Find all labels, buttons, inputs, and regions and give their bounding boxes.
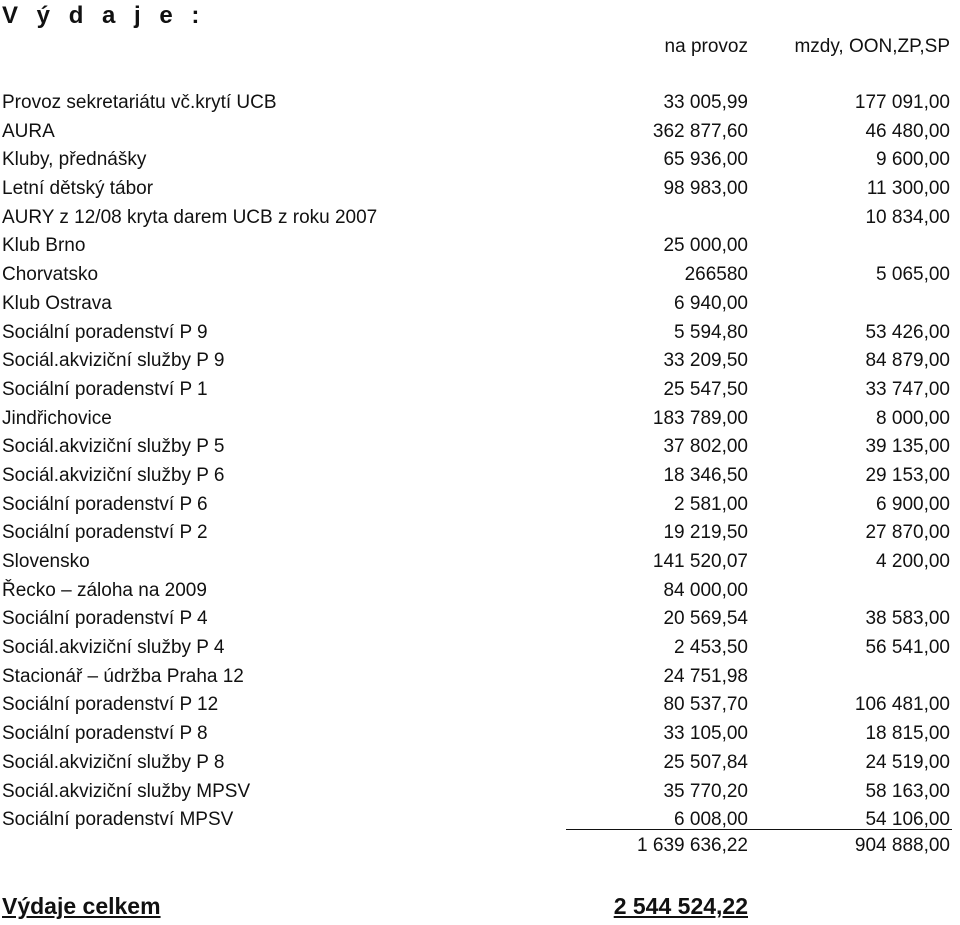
row-value-provoz: 6 940,00 (674, 292, 748, 314)
row-value-provoz: 183 789,00 (652, 407, 748, 429)
row-value-provoz: 84 000,00 (663, 579, 748, 601)
row-value-mzdy: 4 200,00 (876, 551, 950, 572)
table-row (0, 376, 960, 405)
row-value-mzdy: 38 583,00 (865, 608, 950, 630)
row-label: Sociální poradenství MPSV (2, 809, 234, 831)
row-label: Řecko – záloha na 2009 (2, 579, 207, 601)
row-value-provoz: 362 877,60 (652, 120, 748, 142)
row-value-provoz: 25 507,84 (663, 751, 748, 773)
row-label: Chorvatsko (2, 264, 99, 286)
row-value-provoz: 35 770,20 (663, 780, 748, 802)
table-row (0, 290, 960, 319)
table-row (0, 605, 960, 634)
row-label: Sociál.akviziční služby MPSV (2, 780, 251, 802)
row-value-mzdy: 54 106,00 (865, 809, 950, 831)
row-label: Sociální poradenství P 9 (2, 321, 208, 343)
column-header-provoz: na provoz (664, 36, 748, 57)
table-row (0, 89, 960, 118)
row-label: AURA (2, 120, 55, 142)
row-value-mzdy: 46 480,00 (865, 120, 950, 142)
row-label: Sociál.akviziční služby P 9 (2, 350, 225, 372)
row-value-mzdy: 177 091,00 (854, 92, 950, 113)
row-value-provoz: 98 983,00 (663, 178, 748, 200)
table-row (0, 146, 960, 175)
row-value-mzdy: 27 870,00 (865, 522, 950, 544)
table-row (0, 491, 960, 520)
row-label: Sociální poradenství P 4 (2, 608, 208, 630)
table-row (0, 405, 960, 434)
row-label: Sociální poradenství P 8 (2, 723, 208, 745)
table-row (0, 433, 960, 462)
row-value-provoz: 2 581,00 (674, 493, 748, 515)
row-value-provoz: 25 000,00 (663, 235, 748, 257)
row-label: Jindřichovice (2, 407, 112, 429)
table-row (0, 204, 960, 233)
row-label: Provoz sekretariátu vč.krytí UCB (2, 92, 277, 113)
row-value-mzdy: 58 163,00 (865, 780, 950, 802)
row-label: Sociál.akviziční služby P 5 (2, 436, 225, 458)
table-row (0, 232, 960, 261)
table-row (0, 778, 960, 807)
row-value-mzdy: 10 834,00 (865, 206, 950, 228)
table-row (0, 319, 960, 348)
row-label: Klub Ostrava (2, 292, 112, 314)
table-row (0, 347, 960, 376)
subtotal-divider (566, 829, 952, 830)
row-value-mzdy: 29 153,00 (865, 464, 950, 486)
row-value-provoz: 24 751,98 (663, 665, 748, 687)
section-heading: V ý d a j e : (2, 2, 206, 29)
row-value-mzdy: 33 747,00 (865, 378, 950, 400)
subtotal-mzdy: 904 888,00 (854, 835, 950, 856)
row-value-provoz: 33 209,50 (663, 350, 748, 372)
table-row (0, 720, 960, 749)
row-label: Sociál.akviziční služby P 6 (2, 464, 225, 486)
row-label: Klub Brno (2, 235, 86, 257)
table-row (0, 261, 960, 290)
expense-table (0, 89, 960, 835)
row-label: Stacionář – údržba Praha 12 (2, 665, 244, 687)
row-label: Slovensko (2, 551, 90, 572)
table-row (0, 691, 960, 720)
row-value-mzdy: 9 600,00 (876, 149, 950, 171)
row-value-provoz: 80 537,70 (663, 694, 748, 716)
row-label: Sociální poradenství P 2 (2, 522, 208, 544)
row-label: Letní dětský tábor (2, 178, 154, 200)
row-value-provoz: 65 936,00 (663, 149, 748, 171)
row-value-provoz: 20 569,54 (663, 608, 748, 630)
row-label: Sociální poradenství P 6 (2, 493, 208, 515)
table-row (0, 577, 960, 606)
row-label: Sociál.akviziční služby P 4 (2, 637, 225, 659)
table-row (0, 806, 960, 835)
row-value-provoz: 25 547,50 (663, 378, 748, 400)
row-label: AURY z 12/08 kryta darem UCB z roku 2007 (2, 206, 378, 228)
row-value-mzdy: 84 879,00 (865, 350, 950, 372)
row-value-mzdy: 5 065,00 (876, 264, 950, 286)
row-value-provoz: 266580 (684, 264, 748, 286)
table-row (0, 462, 960, 491)
row-label: Kluby, přednášky (2, 149, 147, 171)
row-value-provoz: 6 008,00 (674, 809, 748, 831)
table-row (0, 663, 960, 692)
table-row (0, 519, 960, 548)
row-value-mzdy: 56 541,00 (865, 637, 950, 659)
row-value-mzdy: 24 519,00 (865, 751, 950, 773)
table-row (0, 175, 960, 204)
row-label: Sociální poradenství P 1 (2, 378, 208, 400)
row-value-provoz: 141 520,07 (652, 551, 748, 572)
row-value-provoz: 18 346,50 (663, 464, 748, 486)
subtotal-provoz: 1 639 636,22 (637, 835, 748, 856)
row-value-provoz: 19 219,50 (663, 522, 748, 544)
table-row (0, 118, 960, 147)
grand-total-value: 2 544 524,22 (613, 893, 748, 919)
table-row (0, 749, 960, 778)
row-value-provoz: 33 105,00 (663, 723, 748, 745)
row-value-mzdy: 39 135,00 (865, 436, 950, 458)
row-value-provoz: 37 802,00 (663, 436, 748, 458)
row-value-mzdy: 11 300,00 (866, 178, 950, 200)
row-value-mzdy: 6 900,00 (876, 493, 950, 515)
grand-total-label: Výdaje celkem (2, 893, 161, 919)
row-value-mzdy: 18 815,00 (865, 723, 950, 745)
row-value-provoz: 2 453,50 (674, 637, 748, 659)
row-label: Sociální poradenství P 12 (2, 694, 219, 716)
row-value-mzdy: 53 426,00 (865, 321, 950, 343)
column-header-mzdy: mzdy, OON,ZP,SP (794, 36, 950, 57)
row-value-provoz: 33 005,99 (663, 92, 748, 113)
row-label: Sociál.akviziční služby P 8 (2, 751, 225, 773)
table-row (0, 548, 960, 577)
row-value-provoz: 5 594,80 (674, 321, 748, 343)
table-row (0, 634, 960, 663)
row-value-mzdy: 106 481,00 (854, 694, 950, 716)
row-value-mzdy: 8 000,00 (876, 407, 950, 429)
